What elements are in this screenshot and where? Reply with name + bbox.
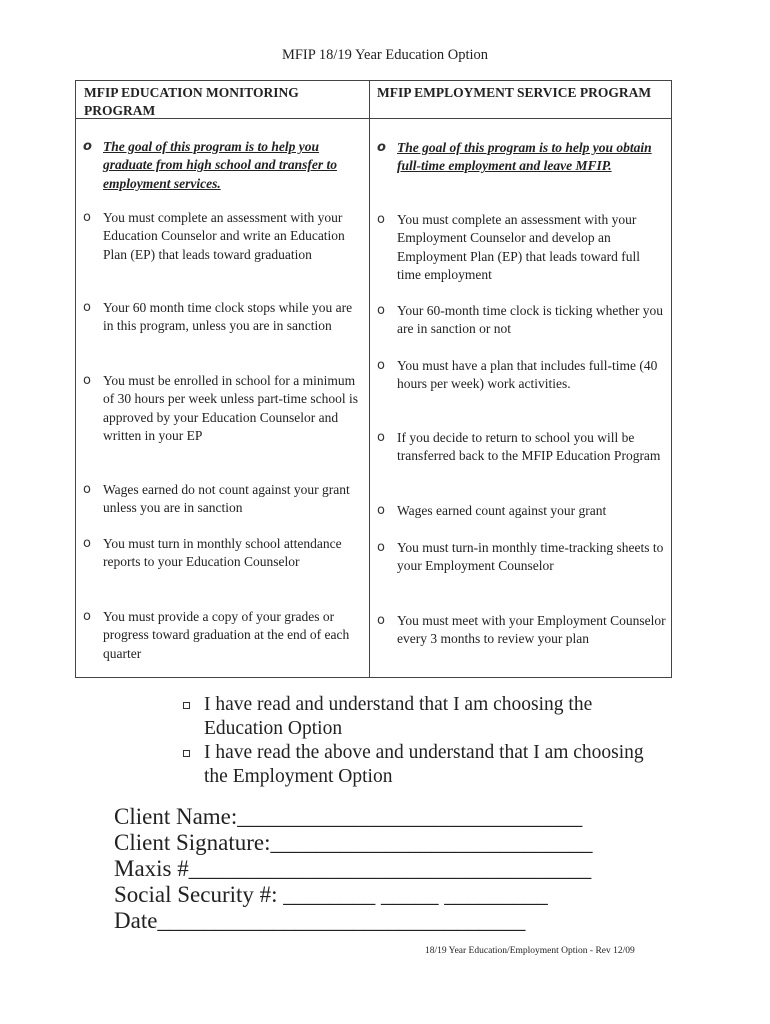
- education-option-label: I have read and understand that I am choosing the Education Option: [204, 694, 593, 739]
- education-program-header: MFIP EDUCATION MONITORING PROGRAM: [76, 81, 369, 119]
- bullet-icon: o: [377, 540, 385, 555]
- employment-program-header: MFIP EMPLOYMENT SERVICE PROGRAM: [370, 81, 671, 119]
- list-item: o Your 60-month time clock is ticking whether you are in sanction or not: [377, 303, 663, 337]
- list-item: o You must provide a copy of your grades or progress toward graduation at the end of each quarter: [83, 609, 350, 661]
- checkbox-icon[interactable]: [183, 750, 190, 757]
- bullet-icon: o: [83, 536, 91, 551]
- list-item: o Wages earned count against your grant: [397, 502, 667, 520]
- social-security-field[interactable]: Social Security #: ________ _____ _________: [114, 882, 548, 907]
- bullet-icon: o: [377, 358, 385, 373]
- education-option-choice[interactable]: [180, 693, 660, 741]
- list-item: o You must turn in monthly school attendance reports to your Education Counselor: [83, 536, 342, 570]
- employment-option-label: I have read the above and understand that I am choosing the Employment Option: [204, 742, 644, 787]
- page-title: MFIP 18/19 Year Education Option: [281, 47, 489, 63]
- bullet-icon: o: [377, 430, 385, 445]
- list-item: o Wages earned do not count against your grant unless you are in sanction: [83, 482, 350, 516]
- bullet-icon: o: [377, 140, 386, 155]
- bullet-icon: o: [377, 212, 385, 227]
- list-item: o If you decide to return to school you will be transferred back to the MFIP Education Program: [377, 430, 661, 464]
- list-item: o You must complete an assessment with your Education Counselor and write an Education Plan (EP) that leads toward graduation: [83, 210, 345, 262]
- employment-option-choice[interactable]: [180, 741, 660, 789]
- maxis-number-field[interactable]: Maxis #___________________________________: [114, 856, 592, 881]
- list-item: o You must meet with your Employment Counselor every 3 months to review your plan: [377, 613, 666, 647]
- education-program-column: [76, 81, 370, 677]
- date-field[interactable]: Date________________________________: [114, 908, 526, 933]
- list-item: o Your 60 month time clock stops while you are in this program, unless you are in sanction: [83, 300, 353, 334]
- employment-program-column: [370, 81, 671, 677]
- program-comparison-table: [75, 80, 672, 678]
- bullet-icon: o: [83, 482, 91, 497]
- employment-goal-item: o The goal of this program is to help you obtain full-time employment and leave MFIP.: [377, 140, 652, 174]
- client-name-field[interactable]: Client Name:______________________________: [114, 804, 583, 829]
- bullet-icon: o: [83, 210, 91, 225]
- bullet-icon: o: [83, 139, 92, 154]
- client-info-fields: [114, 804, 674, 934]
- revision-footer: 18/19 Year Education/Employment Option - Rev 12/09: [425, 946, 635, 956]
- list-item: o You must have a plan that includes full-time (40 hours per week) work activities.: [377, 358, 658, 392]
- list-item: o You must complete an assessment with your Employment Counselor and develop an Employment Plan (EP) that leads toward full time employment: [377, 212, 640, 283]
- bullet-icon: o: [83, 373, 91, 388]
- bullet-icon: o: [377, 303, 385, 318]
- bullet-icon: o: [377, 503, 385, 518]
- acknowledgement-options: [180, 693, 660, 789]
- client-signature-field[interactable]: Client Signature:____________________________: [114, 830, 593, 855]
- bullet-icon: o: [83, 300, 91, 315]
- education-goal-item: o The goal of this program is to help you graduate from high school and transfer to employment services.: [83, 139, 338, 191]
- checkbox-icon[interactable]: [183, 702, 190, 709]
- bullet-icon: o: [377, 613, 385, 628]
- bullet-icon: o: [83, 609, 91, 624]
- list-item: o You must be enrolled in school for a minimum of 30 hours per week unless part-time school is approved by your Education Counselor and written in your EP: [83, 373, 358, 444]
- list-item: o You must turn-in monthly time-tracking sheets to your Employment Counselor: [377, 540, 664, 574]
